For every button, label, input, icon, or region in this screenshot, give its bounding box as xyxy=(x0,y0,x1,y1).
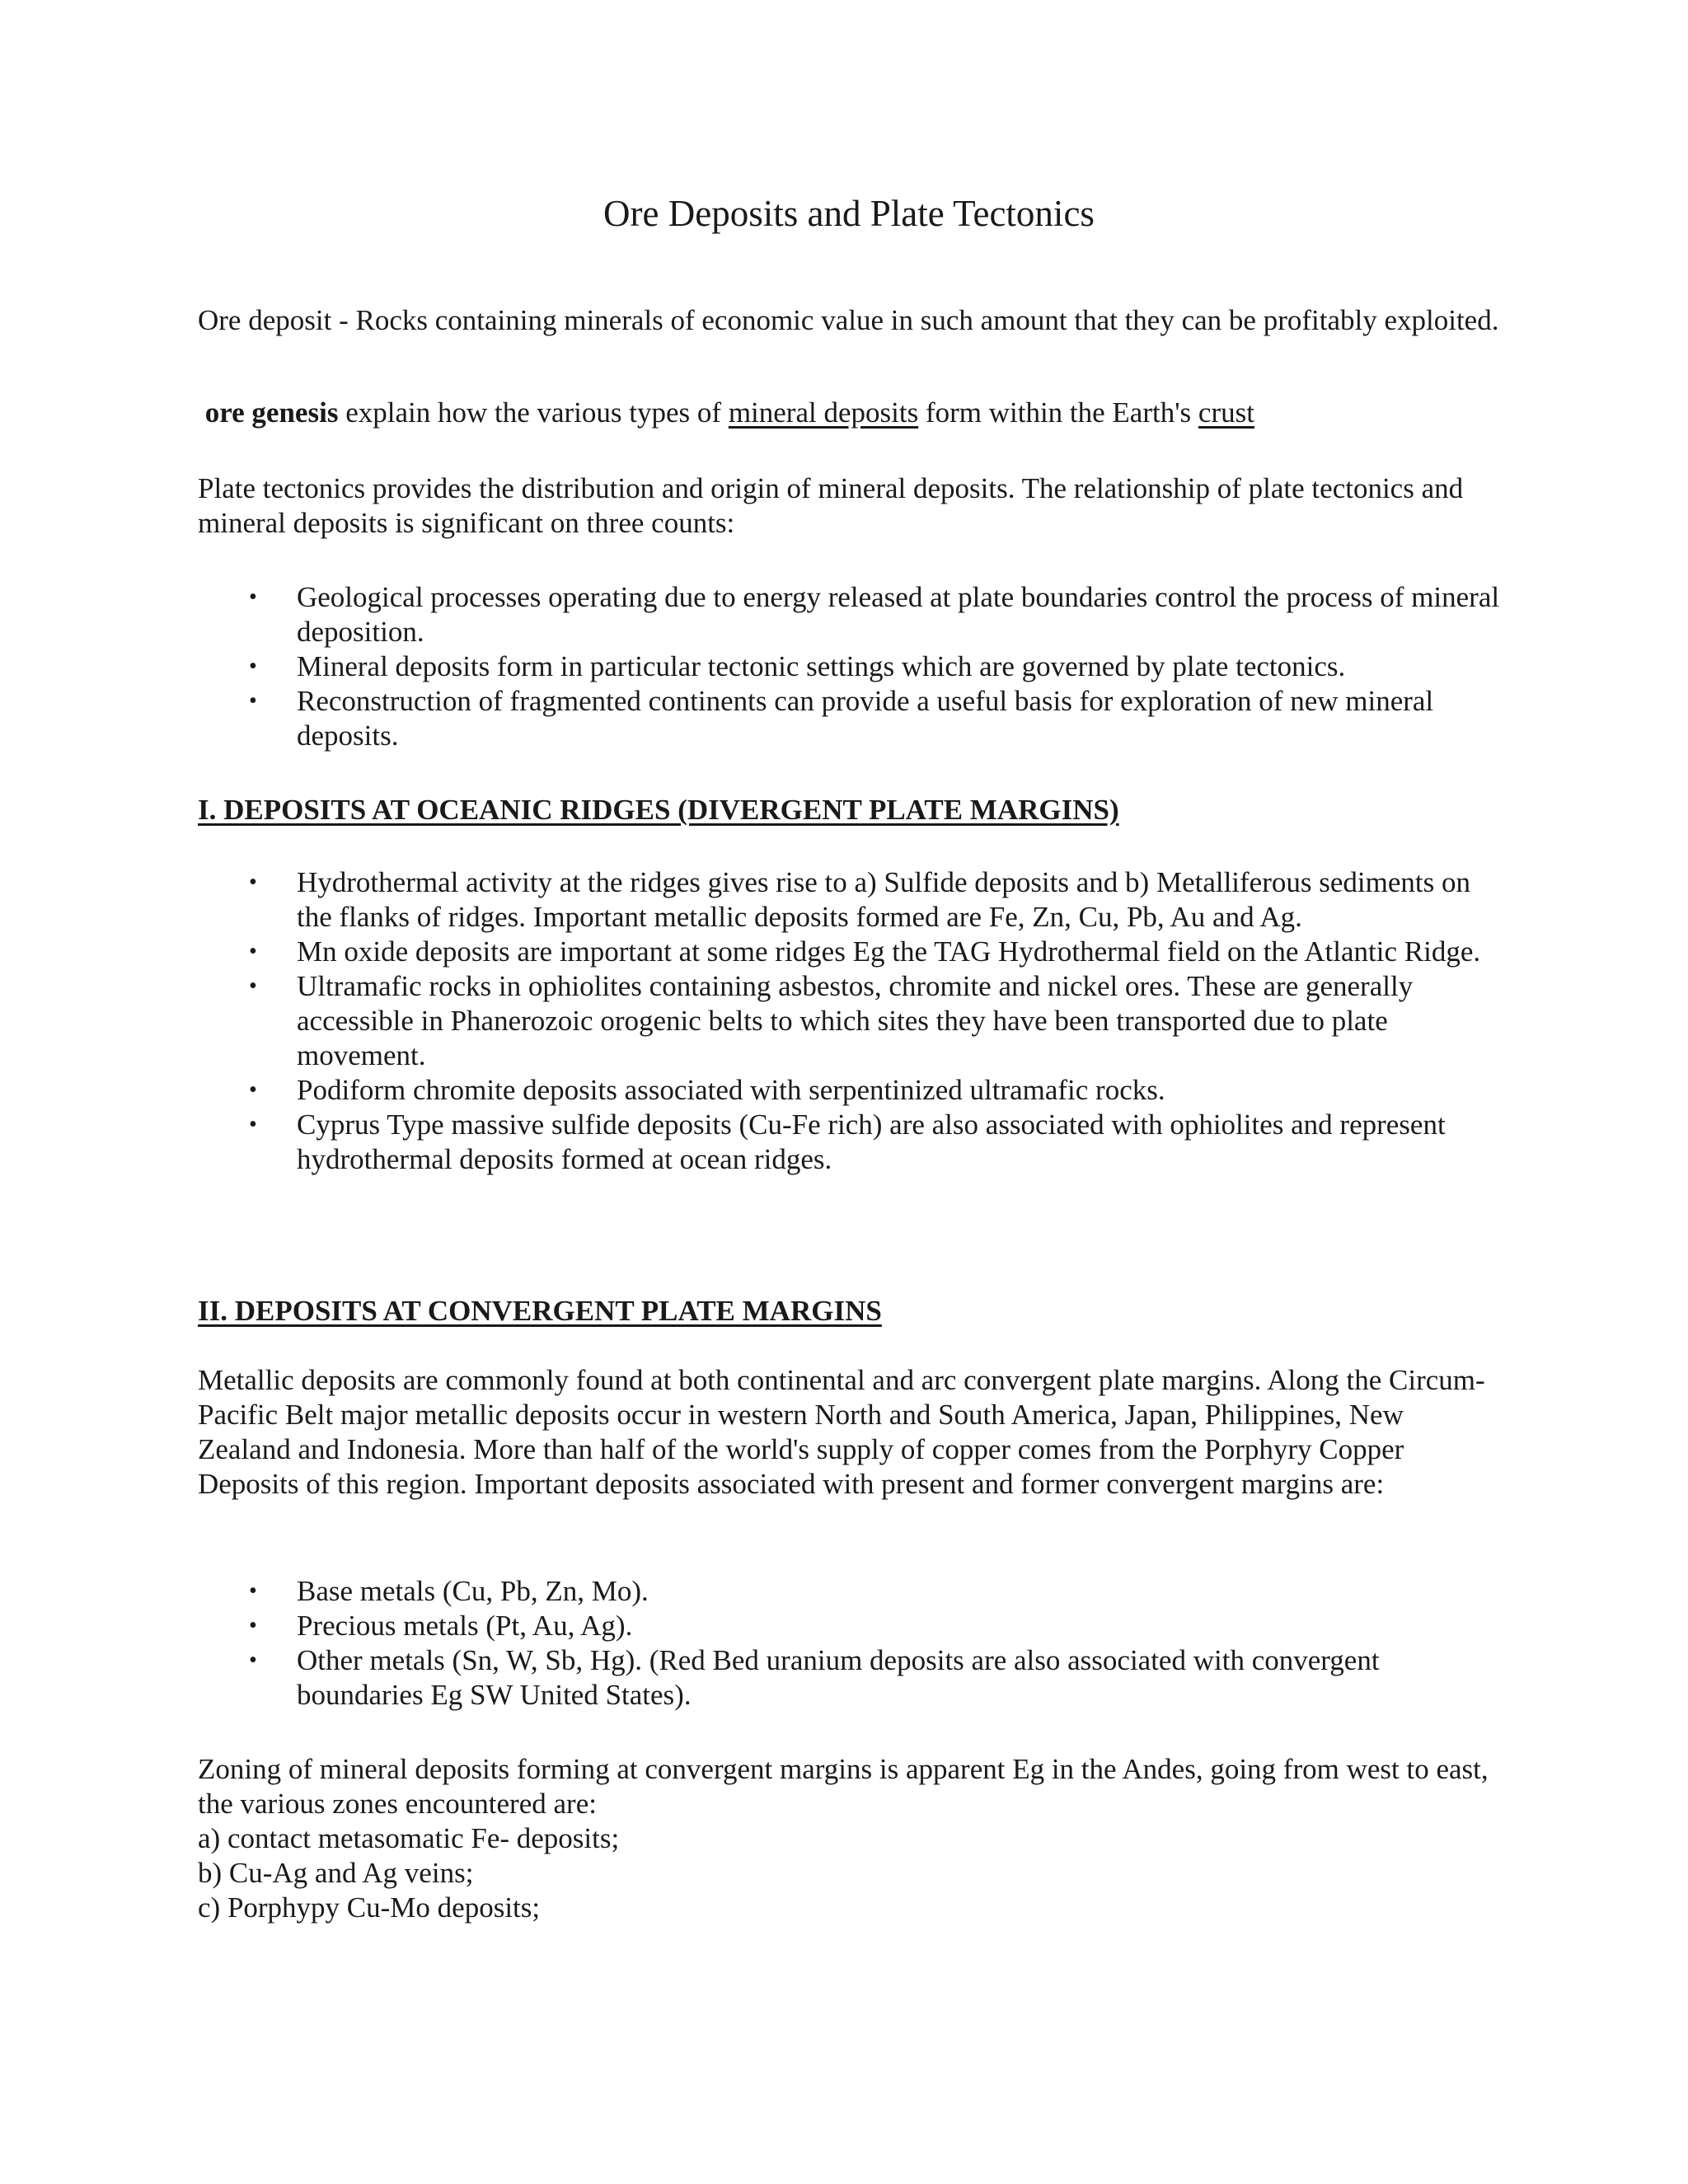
list-item: • Podiform chromite deposits associated with serpentinized ultramafic rocks. xyxy=(249,1074,1165,1106)
ore-genesis-line xyxy=(198,396,1500,430)
bullet-icon: • xyxy=(249,688,257,714)
bullet-icon: • xyxy=(249,1112,257,1137)
bullet-icon: • xyxy=(249,654,257,679)
list-item: • Hydrothermal activity at the ridges gives rise to a) Sulfide deposits and b) Metalliferous sediments on the flanks of ridges. Important metallic deposits formed are Fe, Zn, Cu, Pb, Au and Ag. xyxy=(249,866,1470,933)
bullet-icon: • xyxy=(249,584,257,610)
zone-item: a) contact metasomatic Fe- deposits; xyxy=(198,1822,620,1854)
genesis-paragraph xyxy=(198,396,1500,430)
bullet-icon: • xyxy=(249,1077,257,1103)
bullet-icon: • xyxy=(249,869,257,895)
list-item: • Geological processes operating due to energy released at plate boundaries control the process of mineral deposition. xyxy=(249,581,1500,648)
list-item: • Mn oxide deposits are important at some ridges Eg the TAG Hydrothermal field on the Atlantic Ridge. xyxy=(249,935,1481,968)
list-item: • Mineral deposits form in particular tectonic settings which are governed by plate tectonics. xyxy=(249,650,1346,682)
section-2-paragraph xyxy=(198,1363,1500,1502)
section-1-list xyxy=(198,865,1500,1177)
definition-paragraph: Ore deposit - Rocks containing minerals of economic value in such amount that they can be profitably exploited. xyxy=(198,304,1499,336)
zoning-text: Zoning of mineral deposits forming at convergent margins is apparent Eg in the Andes, going from west to east, the various zones encountered are: xyxy=(198,1753,1489,1820)
plate-tectonics-paragraph xyxy=(198,471,1500,541)
counts-list xyxy=(198,580,1500,753)
page-title: Ore Deposits and Plate Tectonics xyxy=(603,193,1095,234)
plate-tectonics-text: Plate tectonics provides the distribution and origin of mineral deposits. The relationship of plate tectonics and mineral deposits is significant on three counts: xyxy=(198,472,1464,539)
bullet-icon: • xyxy=(249,1647,257,1673)
section-1-heading-block xyxy=(198,793,1500,827)
crust-link[interactable]: crust xyxy=(1198,396,1254,429)
list-item: • Cyprus Type massive sulfide deposits (Cu-Fe rich) are also associated with ophiolites and represent hydrothermal deposits formed at ocean ridges. xyxy=(249,1108,1446,1175)
bullet-icon: • xyxy=(249,939,257,964)
section-1-heading: I. DEPOSITS AT OCEANIC RIDGES (DIVERGENT PLATE MARGINS) xyxy=(198,794,1119,826)
genesis-text-2: form within the Earth's xyxy=(918,396,1198,429)
zone-item: c) Porphypy Cu-Mo deposits; xyxy=(198,1891,541,1924)
bullet-icon: • xyxy=(249,1578,257,1604)
list-item: • Ultramafic rocks in ophiolites containing asbestos, chromite and nickel ores. These are generally accessible in Phanerozoic orogenic belts to which sites they have been transported due to plate movement. xyxy=(249,970,1414,1071)
bullet-icon: • xyxy=(249,1613,257,1638)
ore-deposit-definition xyxy=(198,303,1500,338)
list-item: • Precious metals (Pt, Au, Ag). xyxy=(249,1610,633,1642)
zone-item: b) Cu-Ag and Ag veins; xyxy=(198,1857,474,1889)
section-2-heading-block xyxy=(198,1294,1500,1329)
mineral-deposits-link[interactable]: mineral deposits xyxy=(728,396,919,429)
genesis-text-1: explain how the various types of xyxy=(338,396,729,429)
convergent-margins-text: Metallic deposits are commonly found at both continental and arc convergent plate margins. Along the Circum-Pacific Belt major metallic deposits occur in western North and South America, Japan, Philippines, New Zealand and Indonesia. More than half of the world's supply of copper comes from the Porphyry Copper Deposits of this region. Important deposits associated with present and former convergent margins are: xyxy=(198,1364,1485,1500)
list-item: • Base metals (Cu, Pb, Zn, Mo). xyxy=(249,1575,649,1607)
list-item: • Other metals (Sn, W, Sb, Hg). (Red Bed uranium deposits are also associated with convergent boundaries Eg SW United States). xyxy=(249,1644,1380,1711)
section-2-heading: II. DEPOSITS AT CONVERGENT PLATE MARGINS xyxy=(198,1295,882,1327)
zoning-paragraph xyxy=(198,1752,1500,1925)
bullet-icon: • xyxy=(249,973,257,999)
list-item: • Reconstruction of fragmented continents can provide a useful basis for exploration of new mineral deposits. xyxy=(249,685,1434,752)
genesis-term: ore genesis xyxy=(204,396,339,429)
section-2-list xyxy=(198,1574,1500,1713)
